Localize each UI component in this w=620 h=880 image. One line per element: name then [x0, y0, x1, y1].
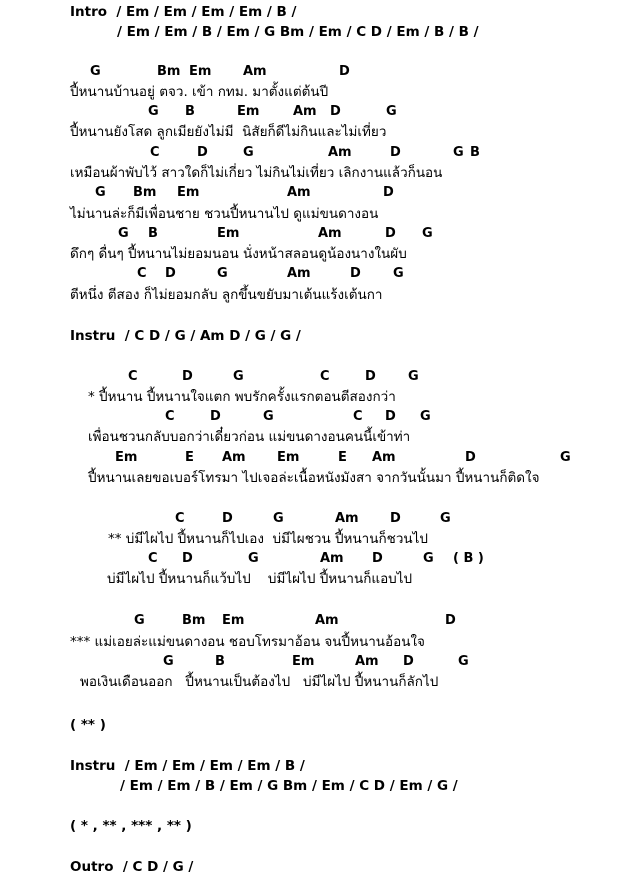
lyric-line: ** บ่มีไผไป ปี้หนานก็ไปเอง บ่มีไผชวน ปี้หนานก็ชวนไป [108, 531, 428, 547]
section-label: Outro / C D / G / [70, 859, 194, 875]
chord: Em [292, 654, 315, 669]
section-label: ( ** ) [70, 717, 106, 733]
lyric-line: บ่มีไผไป ปี้หนานก็แว้บไป บ่มีไผไป ปี้หนานก็แอบไป [107, 571, 413, 587]
section-label: Intro / Em / Em / Em / Em / B / [70, 4, 297, 20]
chord: G [263, 409, 274, 424]
chord: D [465, 450, 476, 465]
chord: D [222, 511, 233, 526]
lyric-line: ปี้หนานบ้านอยู่ ตจว. เข้า กทม. มาตั้งแต่ต้นปี [70, 84, 329, 100]
chord: C [150, 145, 160, 160]
section-label: / Em / Em / B / Em / G Bm / Em / C D / Em / G / [120, 778, 458, 794]
chord: B [148, 226, 158, 241]
chord: D [372, 551, 383, 566]
lyric-line: ไม่นานล่ะก็มีเพื่อนชาย ชวนปี้หนานไป ดูแม่ขนดางอน [70, 206, 379, 222]
chord: Am [318, 226, 342, 241]
chord-line [0, 509, 620, 529]
lyric-line: เหมือนผ้าพับไว้ สาวใดก็ไม่เกี่ยว ไม่กินไม่เที่ยว เลิกงานแล้วก็นอน [70, 165, 443, 181]
chord: C [320, 369, 330, 384]
chord: D [182, 369, 193, 384]
chord: Am [222, 450, 246, 465]
chord: Am [328, 145, 352, 160]
chord-line [0, 224, 620, 244]
chord-line [0, 62, 620, 82]
lyric-line: ปี้หนานยังโสด ลูกเมียยังไม่มี นิสัยก็ดีไม่กินและไม่เที่ยว [70, 124, 387, 140]
chord: D [385, 226, 396, 241]
chord: G [217, 266, 228, 281]
lyric-line: * ปี้หนาน ปี้หนานใจแตก พบรักครั้งแรกตอนตีสองกว่า [88, 389, 396, 405]
chord: G [458, 654, 469, 669]
chord-line [0, 652, 620, 672]
chord: G [386, 104, 397, 119]
chord: D [390, 145, 401, 160]
chord: C [165, 409, 175, 424]
chord-line [0, 407, 620, 427]
chord: Em [237, 104, 260, 119]
section-label: Instru / C D / G / Am D / G / G / [70, 328, 301, 344]
chord: Em [222, 613, 245, 628]
chord: C [137, 266, 147, 281]
chord-line [0, 183, 620, 203]
chord: C [353, 409, 363, 424]
chord: Am [287, 266, 311, 281]
chord: G [423, 551, 434, 566]
chord: G [90, 64, 101, 79]
chord: G [560, 450, 571, 465]
chord: D [182, 551, 193, 566]
chord: Em [189, 64, 212, 79]
chord-line [0, 549, 620, 569]
chord: G [453, 145, 464, 160]
chord: Am [293, 104, 317, 119]
lyric-line: เพื่อนชวนกลับบอกว่าเดี๋ยวก่อน แม่ขนดางอนคนนี้เข้าท่า [88, 429, 411, 445]
lyric-line: ดึกๆ ดื่นๆ ปี้หนานไม่ยอมนอน นั่งหน้าสลอนดูน้องนางในผับ [70, 246, 407, 262]
chord: Am [315, 613, 339, 628]
chord: G [148, 104, 159, 119]
chord: D [350, 266, 361, 281]
lyric-line: ตีหนึ่ง ตีสอง ก็ไม่ยอมกลับ ลูกขึ้นขยับมาเต้นแร้งเต้นกา [70, 287, 383, 303]
chord-line [0, 448, 620, 468]
chord: G [95, 185, 106, 200]
chord-line [0, 611, 620, 631]
chord: G [233, 369, 244, 384]
chord: D [445, 613, 456, 628]
section-label: / Em / Em / B / Em / G Bm / Em / C D / Em / B / B / [117, 24, 479, 40]
chord: C [128, 369, 138, 384]
chord: B [215, 654, 225, 669]
chord: C [175, 511, 185, 526]
chord: G [420, 409, 431, 424]
chord-line [0, 143, 620, 163]
chord: Am [243, 64, 267, 79]
chord: D [330, 104, 341, 119]
chord: Am [320, 551, 344, 566]
chord: G [408, 369, 419, 384]
chord: Am [372, 450, 396, 465]
lyric-line: ปี้หนานเลยขอเบอร์โทรมา ไปเจอล่ะเนื้อหนังมังสา จากวันนั้นมา ปี้หนานก็ติดใจ [88, 470, 540, 486]
chord: C [148, 551, 158, 566]
chord: G [248, 551, 259, 566]
chord: Bm [133, 185, 157, 200]
chord: D [383, 185, 394, 200]
chord: D [197, 145, 208, 160]
chord: Em [177, 185, 200, 200]
chord-line [0, 102, 620, 122]
chord: B [185, 104, 195, 119]
chord: E [185, 450, 194, 465]
chord: Bm [182, 613, 206, 628]
lyric-line: *** แม่เอยล่ะแม่ขนดางอน ชอบโทรมาอ้อน จนปี้หนานอ้อนใจ [70, 634, 425, 650]
chord: D [210, 409, 221, 424]
chord-line [0, 264, 620, 284]
chord: G [163, 654, 174, 669]
chord: Em [217, 226, 240, 241]
chord-line [0, 367, 620, 387]
chord: D [385, 409, 396, 424]
chord: B [470, 145, 480, 160]
chord: Am [335, 511, 359, 526]
chord: G [440, 511, 451, 526]
chord: G [422, 226, 433, 241]
chord: Bm [157, 64, 181, 79]
chord: D [365, 369, 376, 384]
section-label: Instru / Em / Em / Em / Em / B / [70, 758, 305, 774]
chord: Am [355, 654, 379, 669]
chord: D [339, 64, 350, 79]
section-label: ( * , ** , *** , ** ) [70, 818, 192, 834]
chord: G [393, 266, 404, 281]
lyric-line: พอเงินเดือนออก ปี้หนานเป็นต้องไป บ่มีไผไป ปี้หนานก็ลักไป [80, 674, 439, 690]
chord: ( B ) [453, 551, 484, 566]
chord: D [403, 654, 414, 669]
chord: Am [287, 185, 311, 200]
chord: G [243, 145, 254, 160]
chord: G [134, 613, 145, 628]
chord: D [165, 266, 176, 281]
chord: D [390, 511, 401, 526]
chord: Em [115, 450, 138, 465]
chord: E [338, 450, 347, 465]
chord: G [118, 226, 129, 241]
chord: Em [277, 450, 300, 465]
chord: G [273, 511, 284, 526]
